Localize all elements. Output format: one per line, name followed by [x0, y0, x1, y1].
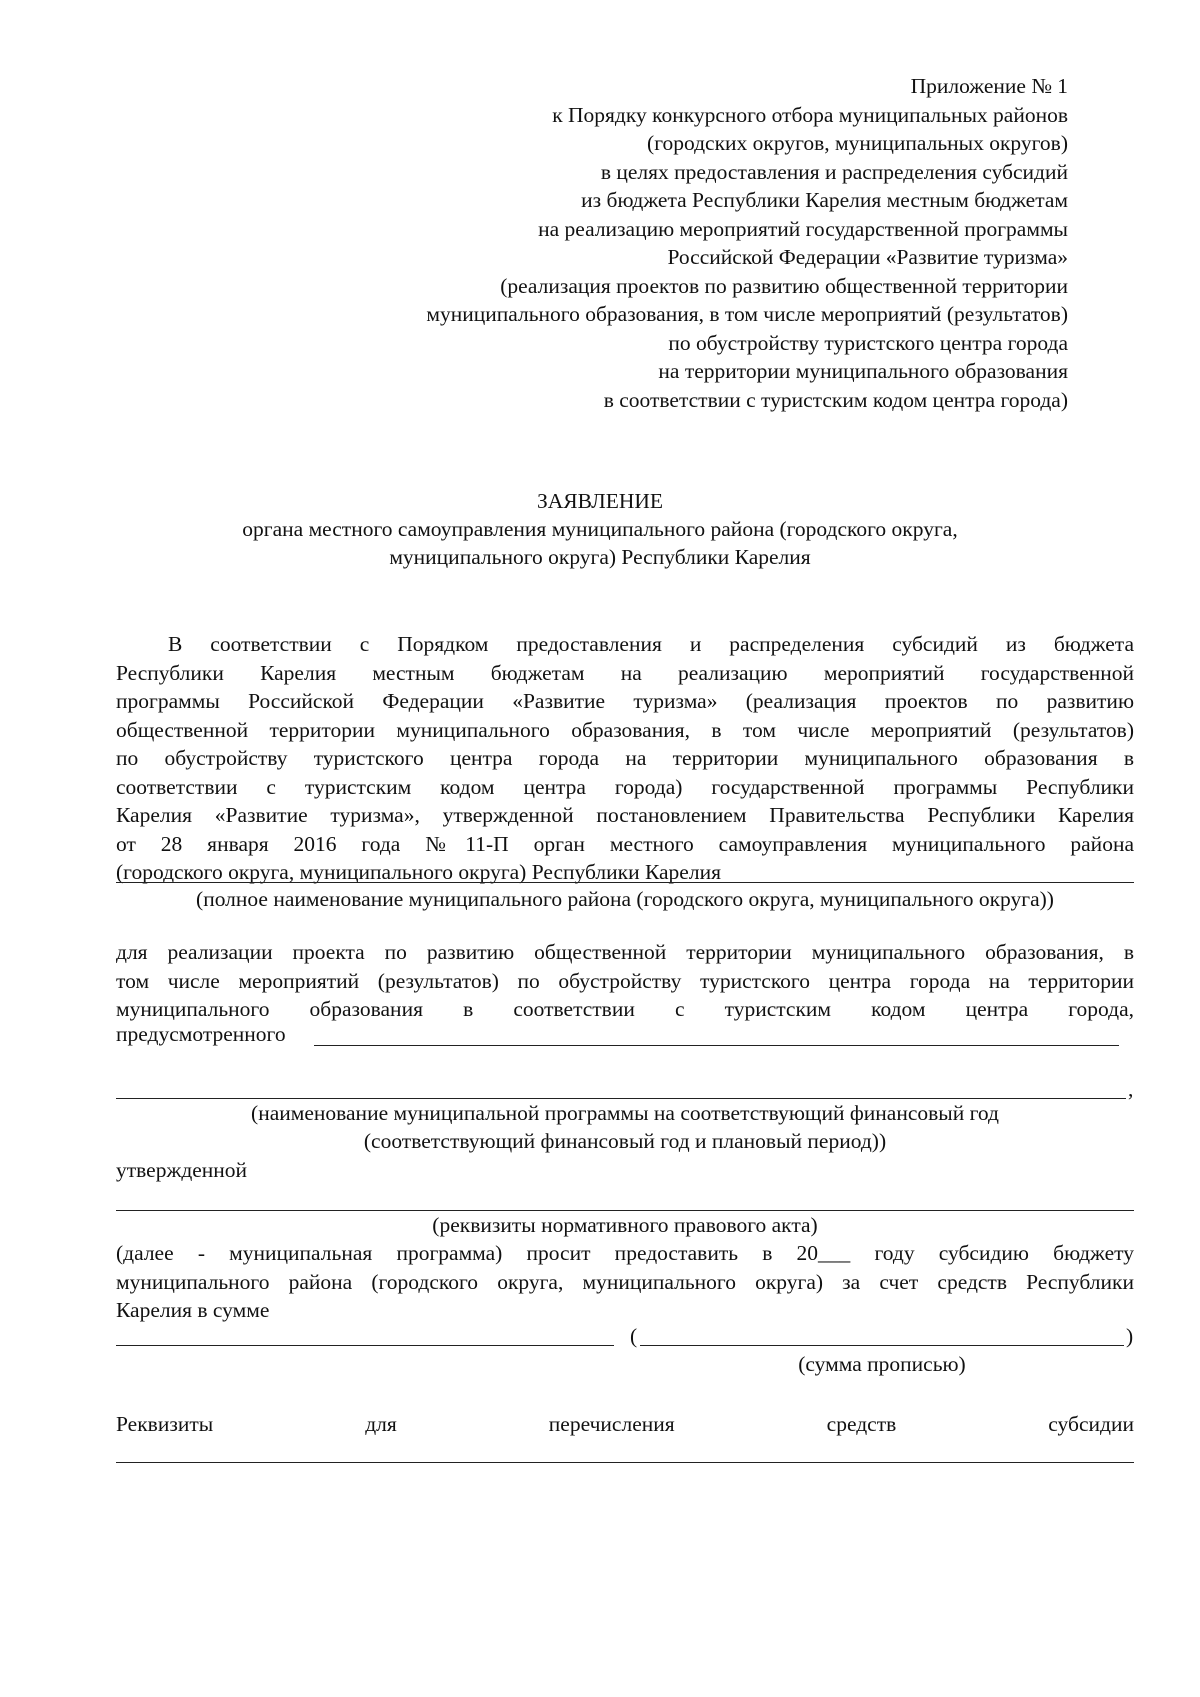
- project-paragraph: [116, 938, 1134, 1024]
- title-line-3: муниципального округа) Республики Карелия: [389, 545, 811, 569]
- appendix-line: на реализацию мероприятий государственной программы: [538, 216, 1068, 241]
- requisites-word-5: субсидии: [1048, 1412, 1134, 1436]
- requisites-row: [116, 1410, 1134, 1439]
- sum-paren-open: (: [630, 1324, 638, 1348]
- project-line: для реализации проекта по развитию общественной территории муниципального образования, в: [116, 940, 1134, 964]
- intro-line: Карелия «Развитие туризма», утвержденной постановлением Правительства Республики Карелия: [116, 803, 1134, 827]
- title-line-2: органа местного самоуправления муниципального района (городского округа,: [242, 517, 958, 541]
- program-caption-line-2: (соответствующий финансовый год и плановый период)): [363, 1129, 887, 1153]
- intro-line: по обустройству туристского центра города на территории муниципального образования в: [116, 746, 1134, 770]
- provided-label: предусмотренного: [116, 1022, 286, 1046]
- request-line-2: муниципального района (городского округа, муниципального округа) за счет средств Республики: [116, 1269, 1134, 1294]
- program-caption-line-1: (наименование муниципальной программы на соответствующий финансовый год: [251, 1101, 999, 1125]
- intro-last-line: (городского округа, муниципального округа) Республики Карелия: [116, 860, 721, 884]
- requisites-word-2: для: [365, 1412, 397, 1436]
- appendix-line: (городских округов, муниципальных округов): [647, 131, 1068, 155]
- project-line: том числе мероприятий (результатов) по обустройству туристского центра города на территории: [116, 968, 1134, 993]
- intro-line: Республики Карелия местным бюджетам на реализацию мероприятий государственной: [116, 660, 1134, 685]
- sum-words-blank-line[interactable]: [640, 1345, 1124, 1346]
- appendix-line: муниципального образования, в том числе мероприятий (результатов): [426, 302, 1068, 326]
- sum-paren-close: ): [1126, 1324, 1134, 1348]
- act-caption: (реквизиты нормативного правового акта): [432, 1213, 818, 1237]
- full-name-caption: (полное наименование муниципального района (городского округа, муниципального округа)): [196, 887, 1054, 911]
- requisites-word-1: Реквизиты: [116, 1412, 214, 1436]
- program-comma: ,: [1128, 1077, 1134, 1101]
- full-name-blank-line[interactable]: [116, 882, 1134, 883]
- title-heading: ЗАЯВЛЕНИЕ: [536, 489, 664, 513]
- intro-line: соответствии с туристским кодом центра города) государственной программы Республики: [116, 774, 1134, 799]
- appendix-header: [308, 72, 1068, 414]
- sum-digits-blank-line[interactable]: [116, 1345, 614, 1346]
- intro-line: В соответствии с Порядком предоставления и распределения субсидий из бюджета: [168, 632, 1134, 656]
- appendix-line: из бюджета Республики Карелия местным бюджетам: [581, 188, 1068, 212]
- approved-label: утвержденной: [116, 1158, 248, 1182]
- appendix-line: Приложение № 1: [910, 74, 1068, 98]
- intro-line: программы Российской Федерации «Развитие туризма» (реализация проектов по развитию: [116, 689, 1134, 713]
- request-paragraph: [116, 1239, 1134, 1325]
- requisites-word-3: перечисления: [548, 1412, 675, 1436]
- request-line-1: (далее - муниципальная программа) просит предоставить в 20___ году субсидию бюджету: [116, 1241, 1134, 1265]
- appendix-line: в соответствии с туристским кодом центра города): [603, 387, 1068, 412]
- appendix-line: в целях предоставления и распределения субсидий: [600, 159, 1068, 184]
- sum-caption: (сумма прописью): [798, 1352, 966, 1376]
- appendix-line: (реализация проектов по развитию общественной территории: [500, 273, 1068, 298]
- appendix-line: к Порядку конкурсного отбора муниципальных районов: [552, 102, 1068, 127]
- intro-paragraph: [116, 630, 1134, 887]
- intro-line: от 28 января 2016 года №11-П орган местного самоуправления муниципального района: [116, 831, 1134, 856]
- requisites-word-4: средств: [826, 1412, 897, 1436]
- requisites-blank-line[interactable]: [116, 1462, 1134, 1463]
- appendix-line: Российской Федерации «Развитие туризма»: [667, 245, 1068, 269]
- intro-line: общественной территории муниципального образования, в том числе мероприятий (результатов): [116, 717, 1134, 742]
- appendix-line: по обустройству туристского центра города: [668, 330, 1068, 355]
- project-line: муниципального образования в соответствии с туристским кодом центра города,: [116, 997, 1134, 1021]
- request-line-3: Карелия в сумме: [116, 1298, 270, 1322]
- provided-blank-line[interactable]: [314, 1045, 1119, 1046]
- appendix-line: на территории муниципального образования: [658, 359, 1068, 383]
